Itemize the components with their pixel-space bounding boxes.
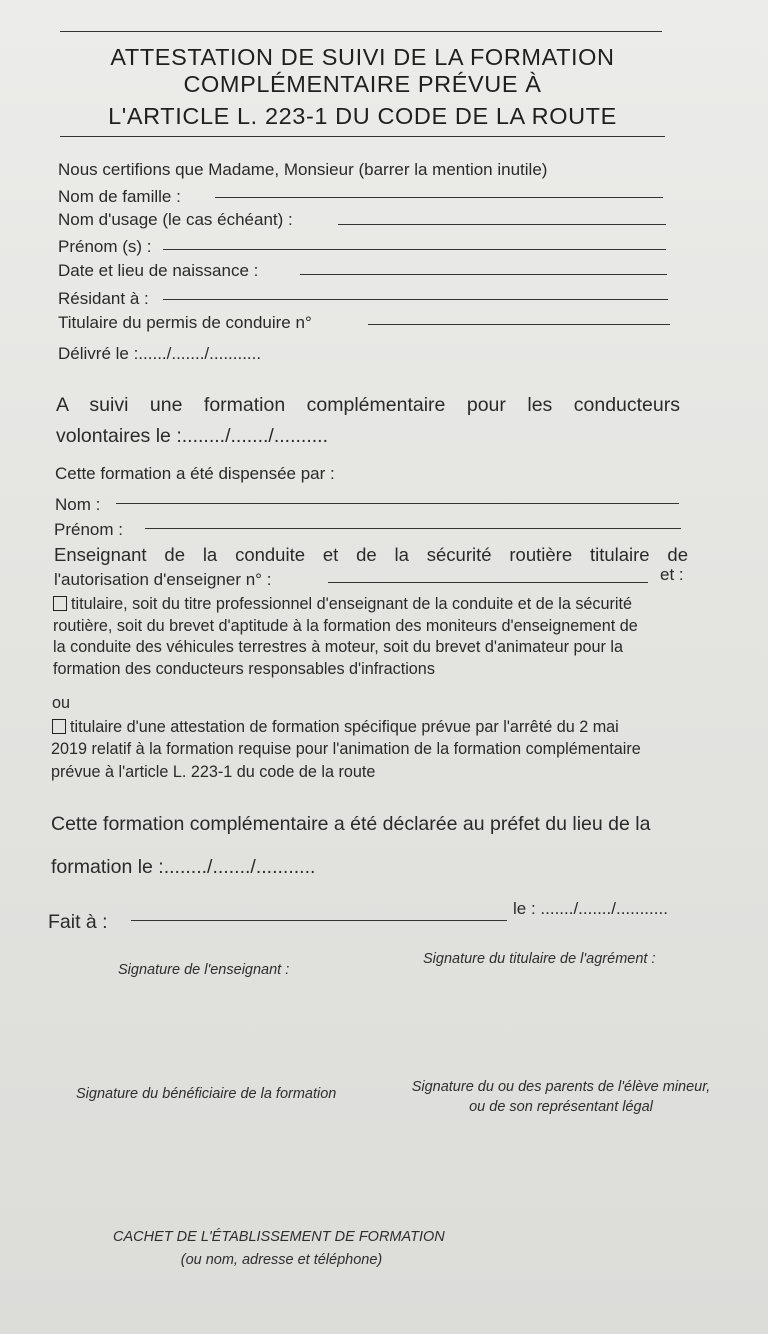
option-1-line-1 [53, 595, 632, 614]
label-teacher-nom: Nom : [55, 495, 101, 514]
field-permis[interactable] [368, 324, 670, 325]
option-2-line-3: prévue à l'article L. 223-1 du code de la route [51, 763, 376, 781]
title-line-3: L'ARTICLE L. 223-1 DU CODE DE LA ROUTE [108, 103, 617, 129]
declaration-line-2: formation le :......../......./........... [51, 856, 316, 878]
field-naissance[interactable] [300, 274, 667, 275]
signature-parents-line-1: Signature du ou des parents de l'élève mineur, [411, 1079, 711, 1095]
certify-intro: Nous certifions que Madame, Monsieur (barrer la mention inutile) [58, 160, 548, 179]
label-residant: Résidant à : [58, 289, 149, 308]
cachet-line-1: CACHET DE L'ÉTABLISSEMENT DE FORMATION [113, 1229, 445, 1245]
field-fait-a[interactable] [131, 920, 507, 921]
field-residant[interactable] [163, 299, 668, 300]
option-2-checkbox[interactable] [52, 719, 66, 734]
enseignant-line-1: Enseignant de la conduite et de la sécurité routière titulaire de [54, 544, 688, 565]
field-teacher-nom[interactable] [116, 503, 679, 504]
signature-parents-line-2: ou de son représentant légal [469, 1099, 653, 1115]
option-1-checkbox[interactable] [53, 596, 67, 611]
ou-separator: ou [52, 694, 71, 712]
field-teacher-prenom[interactable] [145, 528, 681, 529]
label-nom-usage: Nom d'usage (le cas échéant) : [58, 210, 293, 229]
option-1-line-4: formation des conducteurs responsables d'infractions [53, 660, 435, 678]
label-permis: Titulaire du permis de conduire n° [58, 313, 312, 332]
declaration-line-1: Cette formation complémentaire a été déclarée au préfet du lieu de la [51, 813, 651, 835]
title-line-1: ATTESTATION DE SUIVI DE LA FORMATION [110, 44, 615, 70]
label-prenom: Prénom (s) : [58, 237, 152, 256]
field-prenom[interactable] [163, 249, 666, 250]
signature-enseignant: Signature de l'enseignant : [118, 962, 290, 978]
title-bottom-rule [60, 136, 665, 137]
label-et: et : [660, 565, 684, 584]
option-1-line-3: la conduite des véhicules terrestres à moteur, soit du brevet d'animateur pour la [53, 638, 623, 656]
signature-titulaire-agrement: Signature du titulaire de l'agrément : [423, 951, 656, 967]
field-autorisation[interactable] [328, 582, 648, 583]
label-teacher-prenom: Prénom : [54, 520, 123, 539]
option-1-line-2: routière, soit du brevet d'aptitude à la formation des moniteurs d'enseignement de [53, 617, 638, 635]
formation-line-2: volontaires le :......../......./.......... [56, 425, 329, 447]
title-line-2: COMPLÉMENTAIRE PRÉVUE À [183, 71, 542, 97]
title-top-rule [60, 31, 662, 32]
option-2-line-2: 2019 relatif à la formation requise pour l'animation de la formation complémentaire [51, 740, 641, 758]
label-delivre: Délivré le :....../......./........... [58, 344, 262, 363]
label-nom-famille: Nom de famille : [58, 187, 181, 206]
label-fait-a: Fait à : [48, 911, 108, 933]
field-nom-famille[interactable] [215, 197, 663, 198]
option-2-line-1 [52, 718, 619, 737]
label-naissance: Date et lieu de naissance : [58, 261, 259, 280]
enseignant-line-2: l'autorisation d'enseigner n° : [54, 570, 272, 589]
option-2-text-1: titulaire d'une attestation de formation spécifique prévue par l'arrêté du 2 mai [70, 718, 619, 736]
signature-beneficiaire: Signature du bénéficiaire de la formation [76, 1086, 337, 1102]
formation-line-1: A suivi une formation complémentaire pour les conducteurs [56, 394, 680, 416]
option-1-text-1: titulaire, soit du titre professionnel d'enseignant de la conduite et de la sécurité [71, 595, 633, 613]
field-nom-usage[interactable] [338, 224, 666, 225]
dispensee-par: Cette formation a été dispensée par : [55, 464, 335, 483]
cachet-line-2: (ou nom, adresse et téléphone) [180, 1252, 383, 1268]
label-le-date: le : ......./......./........... [513, 899, 668, 918]
